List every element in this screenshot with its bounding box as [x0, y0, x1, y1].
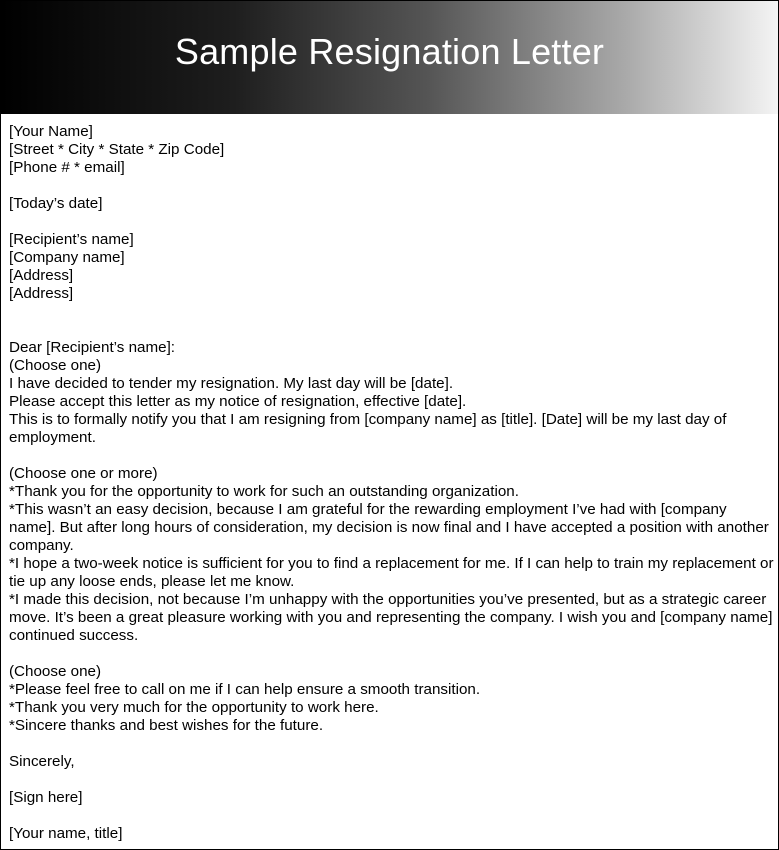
spacer — [9, 807, 774, 825]
recipient-name: [Recipient’s name] — [9, 231, 134, 248]
section-1-heading: (Choose one) — [9, 357, 102, 374]
section-1-option: This is to formally notify you that I am resigning from [company name] as [title]. [Date] will be my last day of employment. — [9, 411, 727, 446]
section-1 — [9, 357, 774, 447]
section-3-option: *Thank you very much for the opportunity to work here. — [9, 699, 379, 716]
sender-phone: [Phone # * email] — [9, 159, 125, 176]
spacer — [9, 645, 774, 663]
recipient-block — [9, 231, 774, 303]
recipient-address-2: [Address] — [9, 285, 74, 302]
section-3 — [9, 663, 774, 735]
section-2-option: *I hope a two-week notice is sufficient for you to find a replacement for me. If I can help to train my replacement or tie up any loose ends, please let me know. — [9, 555, 774, 590]
section-1-option: Please accept this letter as my notice of resignation, effective [date]. — [9, 393, 467, 410]
section-1-option: I have decided to tender my resignation. My last day will be [date]. — [9, 375, 454, 392]
section-2-option: *I made this decision, not because I’m unhappy with the opportunities you’ve presented, but as a strategic career move. It’s been a great pleasure working with you and representing the company. I wish you and [company name] continued success. — [9, 591, 773, 644]
signoff-name: [Your name, title] — [9, 825, 123, 842]
spacer — [9, 177, 774, 195]
signature-placeholder: [Sign here] — [9, 789, 83, 806]
spacer — [9, 735, 774, 753]
section-3-heading: (Choose one) — [9, 663, 102, 680]
spacer — [9, 447, 774, 465]
page-title: Sample Resignation Letter — [174, 30, 605, 72]
section-2-option: *Thank you for the opportunity to work for such an outstanding organization. — [9, 483, 519, 500]
recipient-company: [Company name] — [9, 249, 125, 266]
spacer — [9, 303, 774, 339]
letter-date: [Today’s date] — [9, 195, 103, 212]
closing: Sincerely, — [9, 753, 75, 770]
letter-body — [9, 123, 774, 843]
section-2-option: *This wasn’t an easy decision, because I am grateful for the rewarding employment I’ve had with [company name]. But after long hours of consideration, my decision is now final and I have accepted a position with another company. — [9, 501, 769, 554]
sender-block — [9, 123, 774, 177]
section-2-heading: (Choose one or more) — [9, 465, 158, 482]
title-banner — [1, 1, 778, 114]
section-3-option: *Sincere thanks and best wishes for the future. — [9, 717, 324, 734]
section-2 — [9, 465, 774, 645]
sender-street: [Street * City * State * Zip Code] — [9, 141, 225, 158]
spacer — [9, 771, 774, 789]
sender-name: [Your Name] — [9, 123, 93, 140]
section-3-option: *Please feel free to call on me if I can help ensure a smooth transition. — [9, 681, 481, 698]
salutation: Dear [Recipient’s name]: — [9, 339, 176, 356]
spacer — [9, 213, 774, 231]
recipient-address-1: [Address] — [9, 267, 74, 284]
